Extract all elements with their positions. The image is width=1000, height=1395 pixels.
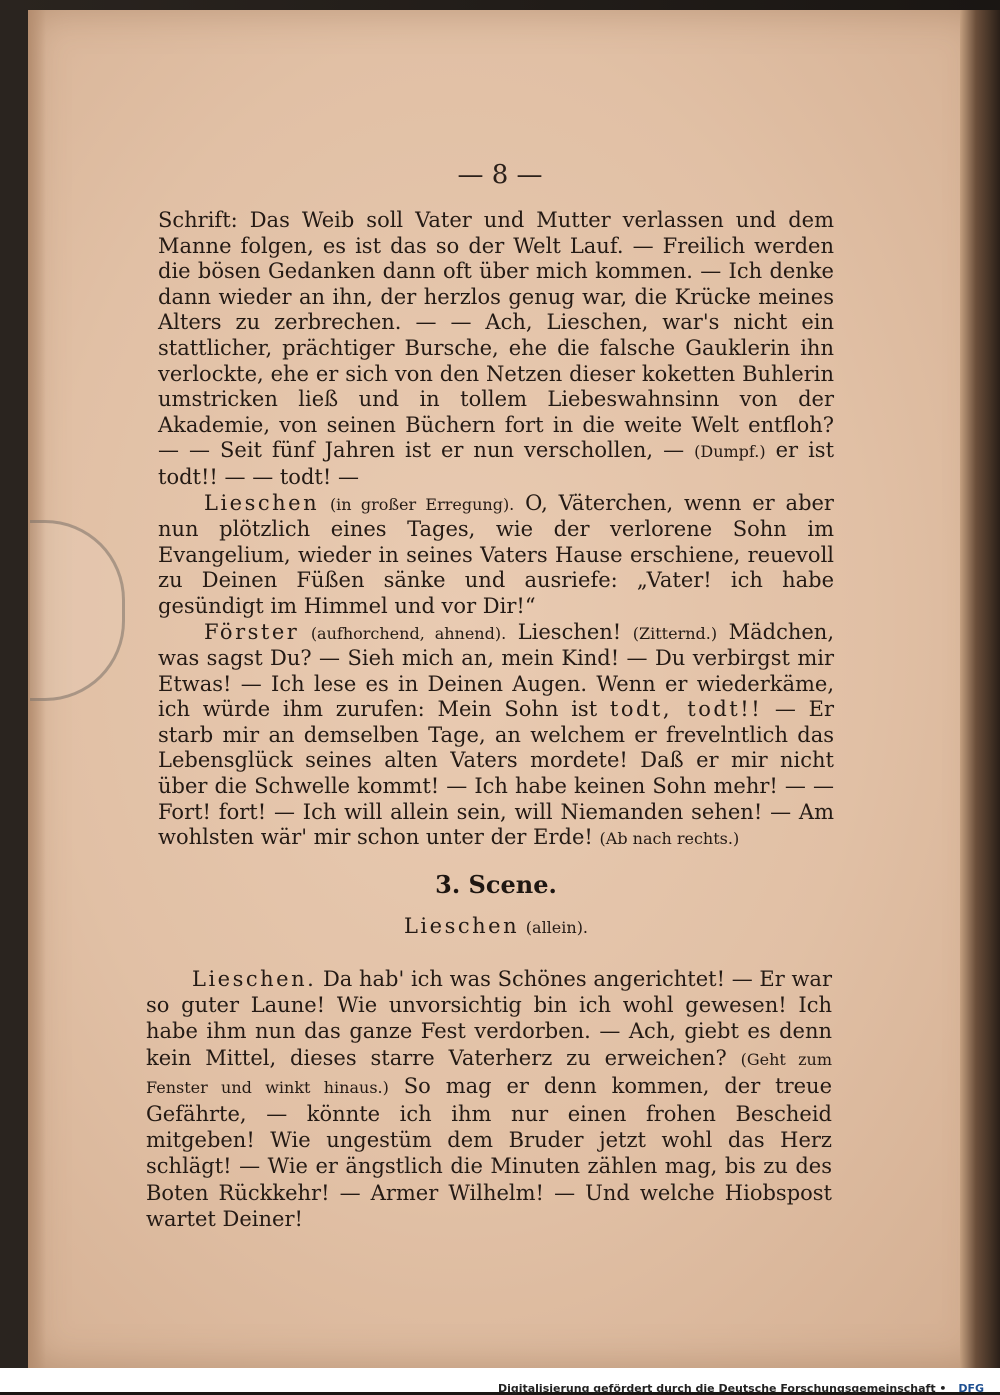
para2-stage-direction: (in großer Erregung). <box>329 494 515 514</box>
para2-text: O, Väterchen, wenn er aber nun plötzlich eines Tages, wie der verlorene Sohn im Evangelium, wieder in seines Vaters Hause erschiene, reuevoll zu Deinen Füßen sänke und ausriefe: „Vater! ich habe gesündigt im Himmel und vor Dir!“ <box>158 490 834 618</box>
para3-emphasis: todt, todt!! <box>609 697 763 722</box>
page-number: — 8 — <box>457 160 543 190</box>
dfg-logo: DFG <box>958 1382 984 1395</box>
para1-stage-direction: (Dumpf.) <box>694 442 766 462</box>
speaker-lieschen: Lieschen <box>204 490 320 515</box>
paragraph-3 <box>158 620 834 852</box>
paragraph-2 <box>158 491 834 620</box>
para1-text: Schrift: Das Weib soll Vater und Mutter verlassen und dem Manne folgen, es ist das so der Welt Lauf. — Freilich werden die bösen Gedanken dann oft über mich kommen. — Ich denke dann wieder an ihn, der herzlos genug war, die Krücke meines Alters zu zerbrechen. — — Ach, Lieschen, war's nicht ein stattlicher, prächtiger Bursche, ehe die falsche Gauklerin ihn verlockte, ehe er sich von den Netzen dieser koketten Buhlerin umstricken ließ und in tollem Liebeswahnsinn von der Akademie, von seinen Büchern fort in die weite Welt entfloh? — — Seit fünf Jahren ist er nun verschollen, — <box>158 208 834 463</box>
para1-end: er ist todt!! — — todt! — <box>158 438 835 489</box>
para3-stage-direction-3: (Ab nach rechts.) <box>599 829 740 849</box>
book-binding <box>960 10 1000 1368</box>
para4-stage-direction: (Geht zum Fenster und winkt hinaus.) <box>146 1049 833 1097</box>
text-block-bottom <box>146 966 832 1232</box>
scene-cast <box>158 914 834 938</box>
footer-credit <box>498 1368 1000 1395</box>
para3-text-b: Mädchen, was sagst Du? — Sieh mich an, mein Kind! — Du verbirgst mir Etwas! — Ich lese es in Deinen Augen. Wenn er wiederkäme, ich würde ihm zurufen: Mein Sohn ist <box>158 619 834 722</box>
footer-credit-text: Digitalisierung gefördert durch die Deutsche Forschungsgemeinschaft • <box>497 1382 947 1395</box>
paragraph-1 <box>158 208 834 491</box>
scene-heading: 3. Scene. <box>435 870 557 899</box>
speaker-lieschen-2: Lieschen. <box>192 967 317 991</box>
paragraph-4 <box>146 966 832 1232</box>
footer-credit-bar <box>0 1368 1000 1395</box>
para4-text-a: Da hab' ich was Schönes angerichtet! — Er war so guter Laune! Wie unvorsichtig bin ich wohl gewesen! Ich habe ihm nun das ganze Fest verdorben. — Ach, giebt es denn kein Mittel, dieses starre Vaterherz zu erweichen? <box>146 967 832 1070</box>
text-block-top <box>158 208 834 852</box>
para3-text-a: Lieschen! <box>517 619 622 644</box>
para3-stage-direction: (aufhorchend, ahnend). <box>310 623 507 643</box>
para4-text-b: So mag er denn kommen, der treue Gefährte, — könnte ich ihm nur einen frohen Bescheid mitgeben! Wie ungestüm dem Bruder jetzt wohl das Herz schlägt! — Wie er ängstlich die Minuten zählen mag, bis zu des Boten Rückkehr! — Armer Wilhelm! — Und welche Hiobspost wartet Deiner! <box>146 1073 833 1231</box>
scene-cast-direction: (allein). <box>525 918 589 937</box>
scene-cast-name: Lieschen <box>403 914 520 938</box>
speaker-foerster: Förster <box>204 619 300 644</box>
para3-stage-direction-2: (Zitternd.) <box>632 623 718 643</box>
para3-text-c: — Er starb mir an demselben Tage, an welchem er frevelntlich das Lebensglück seines alten Vaters mordete! Daß er mir nicht über die Schwelle kommt! — Ich habe keinen Sohn mehr! — — Fort! fort! — Ich will allein sein, will Niemanden sehen! — Am wohlsten wär' mir schon unter der Erde! <box>158 697 834 850</box>
